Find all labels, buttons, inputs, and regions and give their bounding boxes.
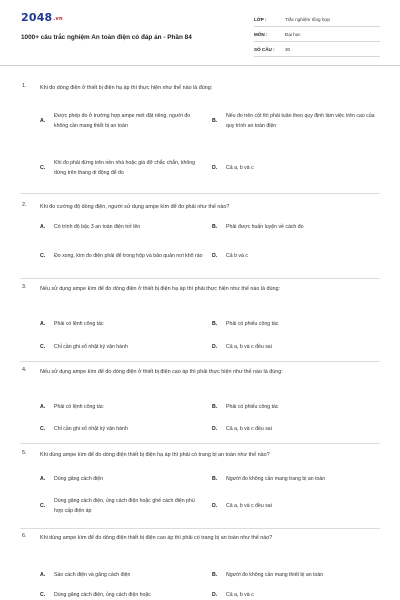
option-text: Cả a, b và c đều sai [226,426,272,432]
option-text: Người đo không cần mang thiết bị an toàn [226,572,324,578]
option-c[interactable] [40,494,204,518]
option-letter: C. [40,503,46,509]
option-text: Cả a, b và c đều sai [226,344,272,350]
option-text: Cả a, b và c [226,165,254,171]
option-letter: B. [212,224,218,230]
option-letter: A. [40,118,46,124]
option-c[interactable] [40,422,204,436]
question-text: Khi đo dòng điện ở thiết bị điện hạ áp thì thực hiện như thế nào là đúng: [40,85,213,91]
page-title: 1000+ câu trắc nghiệm An toàn điện có đáp án - Phần 84 [21,34,192,41]
logo-text: 2048 [21,11,53,24]
question-number: 4. [22,367,27,373]
option-a[interactable] [40,101,204,141]
question-number: 6. [22,533,27,539]
option-letter: A. [40,572,46,578]
option-a[interactable] [40,568,204,582]
option-c[interactable] [40,148,204,188]
option-text: Cả b và c [226,253,248,259]
option-c[interactable] [40,590,204,600]
meta-row-class [254,12,380,27]
option-text: Nếu đo trên cột thì phải tuân theo quy định làm việc trên cao của quy trình an toàn điện [226,113,375,129]
option-d[interactable] [212,590,376,600]
logo-suffix: .vn [53,16,63,22]
option-text: Phải có phiếu công tác [226,404,279,410]
divider [20,278,380,279]
option-letter: B. [212,118,218,124]
option-text: Phải có phiếu công tác [226,321,279,327]
option-a[interactable] [40,472,204,486]
option-text: Chỉ cần ghi sổ nhật ký vận hành [54,426,128,432]
option-d[interactable] [212,494,376,518]
option-c[interactable] [40,244,204,268]
option-text: Chỉ cần ghi sổ nhật ký vận hành [54,344,128,350]
meta-value: Đại học [285,31,301,37]
option-text: Dùng găng cách điện, ủng cách điện hoặc ghế cách điện phù hợp cấp điện áp [54,498,195,514]
question-number: 5. [22,450,27,456]
question-number: 1. [22,83,27,89]
option-letter: B. [212,404,218,410]
meta-value: Trắc nghiệm tổng hợp [285,16,330,22]
option-text: Đo xong, kìm đo điện phải để trong hộp và bảo quản nơi khô ráo [54,253,203,259]
divider [20,193,380,194]
question-number: 3. [22,284,27,290]
divider [20,528,380,529]
option-letter: C. [40,253,46,259]
divider [20,443,380,444]
option-text: Có trình độ bậc 3 an toàn điện trở lên [54,224,141,230]
option-letter: A. [40,321,46,327]
option-text: Dùng găng cách điện [54,476,104,482]
option-d[interactable] [212,148,376,188]
option-b[interactable] [212,472,376,486]
option-letter: A. [40,476,46,482]
meta-label: SỐ CÂU : [254,46,275,52]
option-c[interactable] [40,340,204,354]
page-header [0,0,400,66]
option-b[interactable] [212,101,376,141]
option-letter: C. [40,592,46,598]
option-letter: D. [212,426,218,432]
option-a[interactable] [40,317,204,331]
option-letter: A. [40,224,46,230]
option-letter: A. [40,404,46,410]
option-text: Cả a, b và c [226,592,254,598]
meta-label: LỚP : [254,16,267,22]
question-text: Nếu sử dụng ampe kìm để đo dòng điện ở thiết bị điện hạ áp thì phải thực hiện như thế nào là đúng: [40,286,281,292]
option-letter: C. [40,344,46,350]
option-d[interactable] [212,340,376,354]
meta-label: MÔN : [254,31,268,37]
meta-table [254,12,380,57]
option-b[interactable] [212,220,376,234]
option-letter: C. [40,165,46,171]
option-text: Phải có lệnh công tác [54,404,104,410]
option-text: Phải được huấn luyện về cách đo [226,224,304,230]
option-letter: D. [212,165,218,171]
option-d[interactable] [212,422,376,436]
option-text: Cả a, b và c đều sai [226,503,272,509]
option-b[interactable] [212,400,376,414]
question-text: Nếu sử dụng ampe kìm để đo dòng điện ở thiết bị điện cao áp thì phải thực hiện như thế nào là đúng: [40,369,283,375]
question-number: 2. [22,202,27,208]
option-letter: D. [212,592,218,598]
divider [20,361,380,362]
option-letter: D. [212,344,218,350]
option-text: Sào cách điện và găng cách điện [54,572,131,578]
question-text: Khi dùng ampe kìm để đo dòng điện thiết bị điện hạ áp thì phải có trang bị an toàn như thế nào? [40,452,270,458]
meta-row-subject [254,27,380,42]
option-letter: D. [212,253,218,259]
option-letter: B. [212,476,218,482]
option-letter: C. [40,426,46,432]
option-text: Được phép đo ở trường hợp ampe mét đặt riêng, người đo không cần mang thiết bị an toàn [54,113,191,129]
meta-value: 30 [285,46,291,52]
option-text: Phải có lệnh công tác [54,321,104,327]
option-letter: B. [212,321,218,327]
option-text: Dùng găng cách điện, ủng cách điện hoặc [54,592,151,598]
option-letter: D. [212,503,218,509]
option-b[interactable] [212,568,376,582]
option-a[interactable] [40,220,204,234]
question-text: Khi đo cường độ dòng điện, người sử dụng ampe kìm để đo phải như thế nào? [40,204,230,210]
option-text: Khi đo phải đứng trên nền nhà hoặc giá đỡ chắc chắn, không đứng trên thang di động để đo [54,160,195,176]
meta-row-count [254,42,380,57]
site-logo[interactable] [21,11,63,24]
option-a[interactable] [40,400,204,414]
option-b[interactable] [212,317,376,331]
option-text: Người đo không cần mang trang bị an toàn [226,476,326,482]
option-letter: B. [212,572,218,578]
question-text: Khi dùng ampe kìm để đo dòng điện thiết bị điện cao áp thì phải có trang bị an toàn như thế nào? [40,535,273,541]
option-d[interactable] [212,244,376,268]
